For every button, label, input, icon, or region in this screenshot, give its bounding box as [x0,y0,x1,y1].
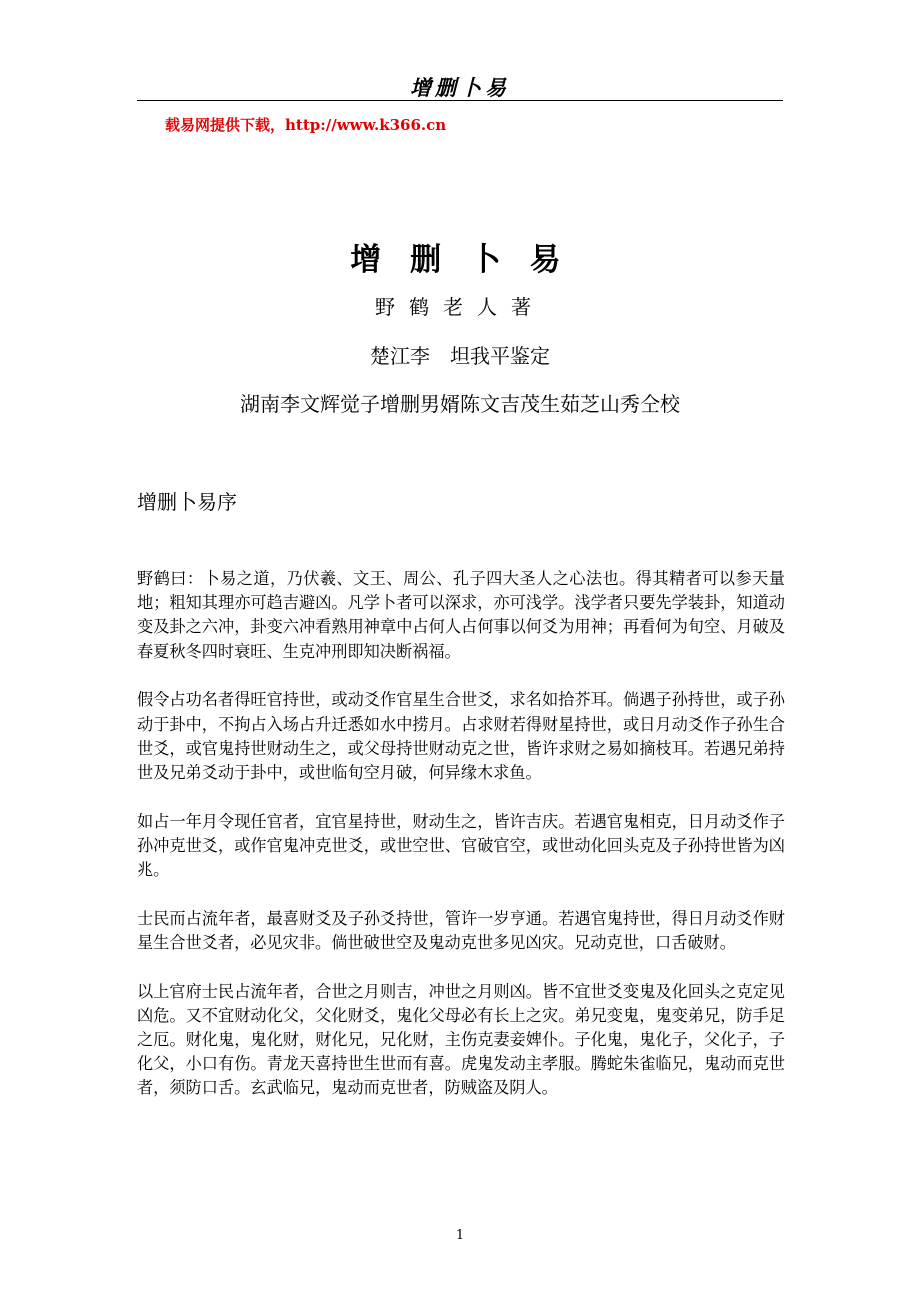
book-title: 增 删 卜 易 [350,242,570,278]
header-divider [137,100,783,101]
download-link[interactable]: 载易网提供下载，http://www.k366.cn [165,116,447,134]
preface-paragraph-1: 野鹤曰：卜易之道，乃伏羲、文王、周公、孔子四大圣人之心法也。得其精者可以参天量地；粗知其理亦可趋吉避凶。凡学卜者可以深求，亦可浅学。浅学者只要先学装卦，知道动变及卦之六冲，卦变六冲看熟用神章中占何人占何事以何爻为用神；再看何为旬空、月破及春夏秋冬四时衰旺、生克冲刑即知决断祸福。 [137,569,785,661]
reviewer-line: 楚江李 坦我平鉴定 [370,344,550,368]
collators-line: 湖南李文辉觉子增删男婿陈文吉茂生茹芝山秀仝校 [240,392,680,416]
preface-paragraph-4: 士民而占流年者，最喜财爻及子孙爻持世，管许一岁亨通。若遇官鬼持世，得日月动爻作财星生合世爻者，必见灾非。倘世破世空及鬼动克世多见凶灾。兄动克世，口舌破财。 [137,908,785,952]
author-line: 野鹤老人著 [375,295,545,319]
preface-paragraph-2: 假令占功名者得旺官持世，或动爻作官星生合世爻，求名如拾芥耳。倘遇子孙持世，或子孙动于卦中，不拘占入场占升迁悉如水中捞月。占求财若得财星持世，或日月动爻作子孙生合世爻，或官鬼持世财动生之，或父母持世财动克之世，皆许求财之易如摘枝耳。若遇兄弟持世及兄弟爻动于卦中，或世临旬空月破，何异缘木求鱼。 [137,690,785,782]
preface-paragraph-5: 以上官府士民占流年者，合世之月则吉，冲世之月则凶。皆不宜世爻变鬼及化回头之克定见凶危。又不宜财动化父，父化财爻，鬼化父母必有长上之灾。弟兄变鬼，鬼变弟兄，防手足之厄。财化鬼，鬼化财，财化兄，兄化财，主伤克妻妾婢仆。子化鬼，鬼化子，父化子，子化父，小口有伤。青龙天喜持世生世而有喜。虎鬼发动主孝服。腾蛇朱雀临兄，鬼动而克世者，须防口舌。玄武临兄，鬼动而克世者，防贼盗及阴人。 [137,981,785,1098]
page-number: 1 [455,1228,465,1243]
preface-heading: 增删卜易序 [137,490,237,514]
running-header-title: 增删卜易 [410,75,510,100]
preface-body [137,567,785,1125]
preface-paragraph-3: 如占一年月令现任官者，宜官星持世，财动生之，皆许吉庆。若遇官鬼相克，日月动爻作子孙冲克世爻，或作官鬼冲克世爻，或世空世、官破官空，或世动化回头克及子孙持世皆为凶兆。 [137,811,785,880]
